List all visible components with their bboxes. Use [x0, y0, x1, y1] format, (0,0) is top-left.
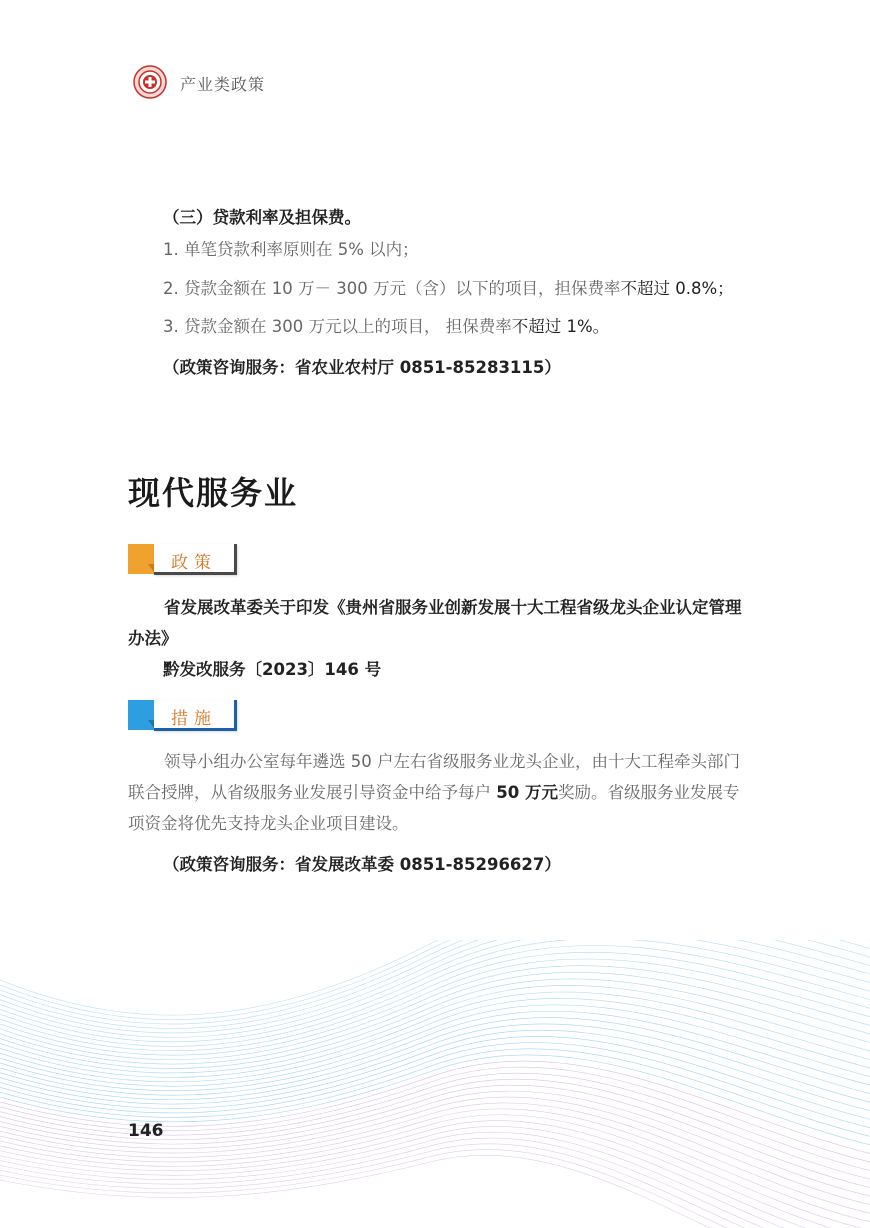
organization-logo-icon [133, 65, 167, 99]
consult-info: （政策咨询服务：省发展改革委 0851-85296627） [163, 855, 561, 874]
measure-tag [128, 700, 236, 730]
measure-paragraph: 领导小组办公室每年遴选 50 户左右省级服务业龙头企业，由十大工程牵头部门联合授牌，从省级服务业发展引导资金中给予每户 50 万元奖励。省级服务业发展专项资金将优先支持龙头企业项目建设。 [128, 752, 740, 833]
policy-document-number: 黔发改服务〔2023〕146 号 [163, 660, 382, 679]
measure-tag-label: 措施 [171, 709, 217, 729]
header-title: 产业类政策 [180, 75, 266, 94]
loan-section-heading: （三）贷款利率及担保费。 [163, 208, 361, 227]
list-item: 3. 贷款金额在 300 万元以上的项目， 担保费率不超过 1%。 [163, 317, 610, 336]
policy-tag-label: 政策 [171, 553, 217, 573]
list-item: 1. 单笔贷款利率原则在 5% 以内； [163, 240, 419, 259]
policy-document-title: 省发展改革委关于印发《贵州省服务业创新发展十大工程省级龙头企业认定管理办法》 [128, 598, 742, 648]
section-title: 现代服务业 [128, 474, 299, 512]
consult-info: （政策咨询服务：省农业农村厅 0851-85283115） [163, 358, 561, 377]
list-item: 2. 贷款金额在 10 万－ 300 万元（含）以下的项目，担保费率不超过 0.8%； [163, 279, 734, 298]
decorative-wave-background [0, 940, 870, 1228]
policy-tag [128, 544, 236, 574]
page-number: 146 [128, 1121, 164, 1141]
